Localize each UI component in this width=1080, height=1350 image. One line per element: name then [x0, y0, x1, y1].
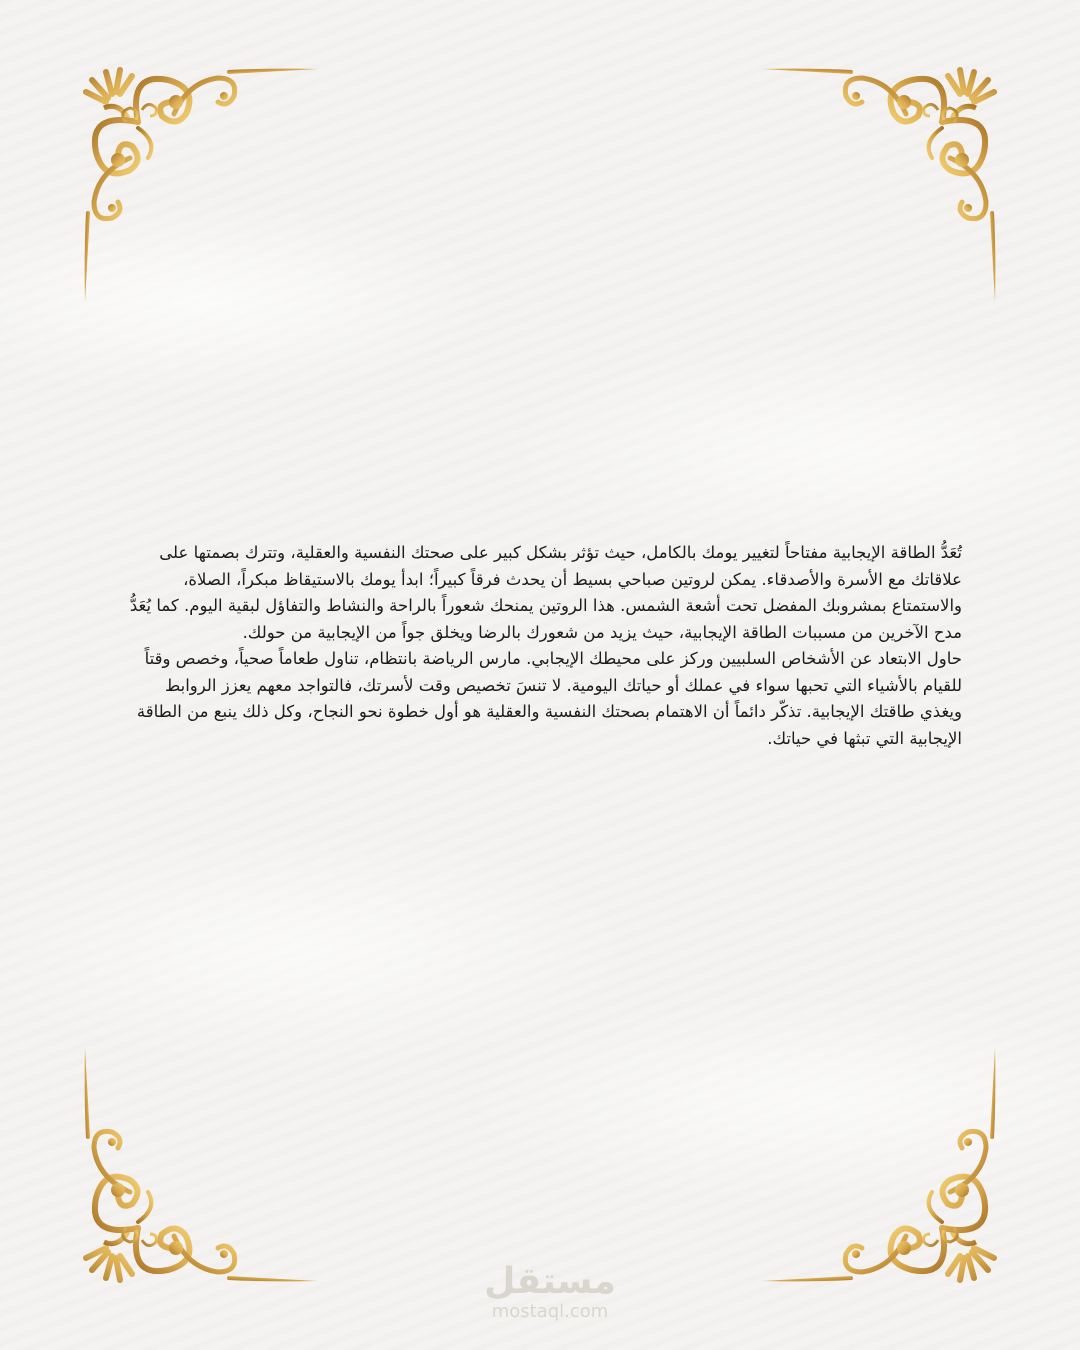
paragraph-advice: حاول الابتعاد عن الأشخاص السلبيين وركز على محيطك الإيجابي. مارس الرياضة بانتظام، تناول طعاماً صحياً، وخصص وقتاً للقيام بالأشياء التي تحبها سواء في عملك أو حياتك اليومية. لا تنسَ تخصيص وقت لأسرتك، فالتواجد معهم يعزز الروابط ويغذي طاقتك الإيجابية. تذكّر دائماً أن الاهتمام بصحتك النفسية والعقلية هو أول خطوة نحو النجاح، وكل ذلك ينبع من الطاقة الإيجابية التي تبثها في حياتك. — [136, 649, 962, 748]
watermark-arabic: مستقل — [484, 1261, 616, 1302]
gold-floral-corner-icon — [78, 62, 318, 302]
watermark-latin: mostaql.com — [491, 1301, 609, 1322]
gold-floral-corner-icon — [78, 1048, 318, 1288]
paragraph-positive-energy: تُعَدُّ الطاقة الإيجابية مفتاحاً لتغيير يومك بالكامل، حيث تؤثر بشكل كبير على صحتك النفسية والعقلية، وتترك بصمتها على علاقاتك مع الأسرة والأصدقاء. يمكن لروتين صباحي بسيط أن يحدث فرقاً كبيراً؛ ابدأ يومك بالاستيقاظ مبكراً، الصلاة، والاستمتاع بمشروبك المفضل تحت أشعة الشمس. هذا الروتين يمنحك شعوراً بالراحة والنشاط والتفاؤل لبقية اليوم. كما يُعَدُّ مدح الآخرين من مسببات الطاقة الإيجابية، حيث يزيد من شعورك بالرضا ويخلق جواً من الإيجابية من حولك. — [129, 543, 962, 642]
watermark-logo — [480, 1262, 620, 1322]
article-body — [118, 540, 962, 752]
gold-floral-corner-icon — [762, 62, 1002, 302]
gold-floral-corner-icon — [762, 1048, 1002, 1288]
